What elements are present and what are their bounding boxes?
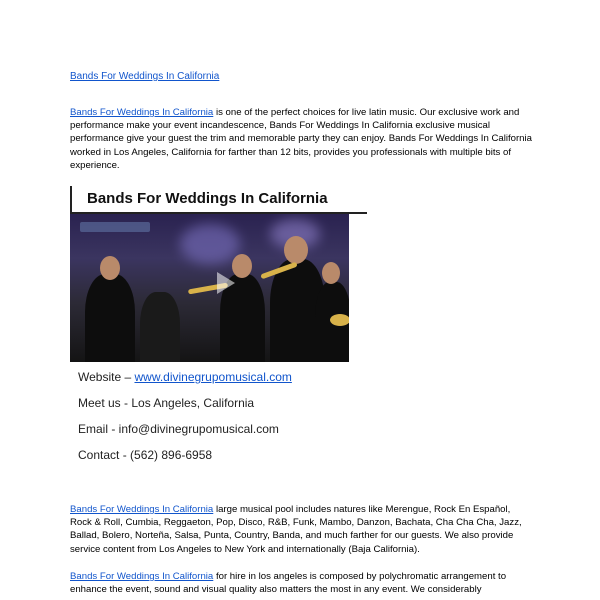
paragraph-genres-text: large musical pool includes natures like Merengue, Rock En Español, Rock & Roll, Cumbia, Reggaeton, Pop, Disco, R&B, Funk, Mambo, Danzon, Bachata, Cha Cha Cha, Jazz, Ballad, Bolero, Norteña, Salsa, Punta, Country, Banda, and much farther for our guests. We also provide service content from Los Angeles to New York and internationally (Baja California).: [70, 504, 522, 555]
website-label: Website –: [78, 370, 135, 384]
paragraph-genres-link[interactable]: Bands For Weddings In California: [70, 504, 214, 515]
musician-figure: [85, 274, 135, 362]
paragraph-intro: [70, 106, 532, 172]
website-line: [78, 370, 292, 384]
musician-figure: [140, 292, 180, 362]
paragraph-hire: [70, 570, 532, 596]
flyer-title: Bands For Weddings In California: [70, 186, 367, 214]
musician-head: [232, 254, 252, 278]
stage-light: [180, 224, 240, 264]
meet-line: Meet us - Los Angeles, California: [78, 396, 255, 410]
contact-line: Contact - (562) 896-6958: [78, 448, 213, 462]
musician-head: [284, 236, 308, 264]
paragraph-genres: [70, 503, 532, 556]
stage-banner: [80, 222, 150, 232]
video-thumbnail[interactable]: [70, 214, 349, 362]
trumpet: [330, 314, 349, 326]
flyer-image: [70, 186, 370, 476]
musician-head: [100, 256, 120, 280]
paragraph-hire-link[interactable]: Bands For Weddings In California: [70, 571, 214, 582]
paragraph-intro-link[interactable]: Bands For Weddings In California: [70, 107, 214, 118]
paragraph-hire-text: for hire in los angeles is composed by polychromatic arrangement to enhance the event, sound and visual quality also matters the most in any event. We considerably: [70, 571, 507, 596]
play-icon[interactable]: [217, 272, 235, 294]
musician-head: [322, 262, 340, 284]
website-link[interactable]: www.divinegrupomusical.com: [134, 370, 292, 384]
email-line: Email - info@divinegrupomusical.com: [78, 422, 279, 436]
title-link[interactable]: Bands For Weddings In California: [70, 71, 220, 82]
paragraph-intro-text: is one of the perfect choices for live latin music. Our exclusive work and performance make your event incandescence, Bands For Weddings In California exclusive musical performance give your guest the trim and memorable party they can enjoy. Bands For Weddings In California worked in Los Angeles, California for farther than 12 bits, provides you professionals with multiple bits of experience.: [70, 107, 532, 171]
